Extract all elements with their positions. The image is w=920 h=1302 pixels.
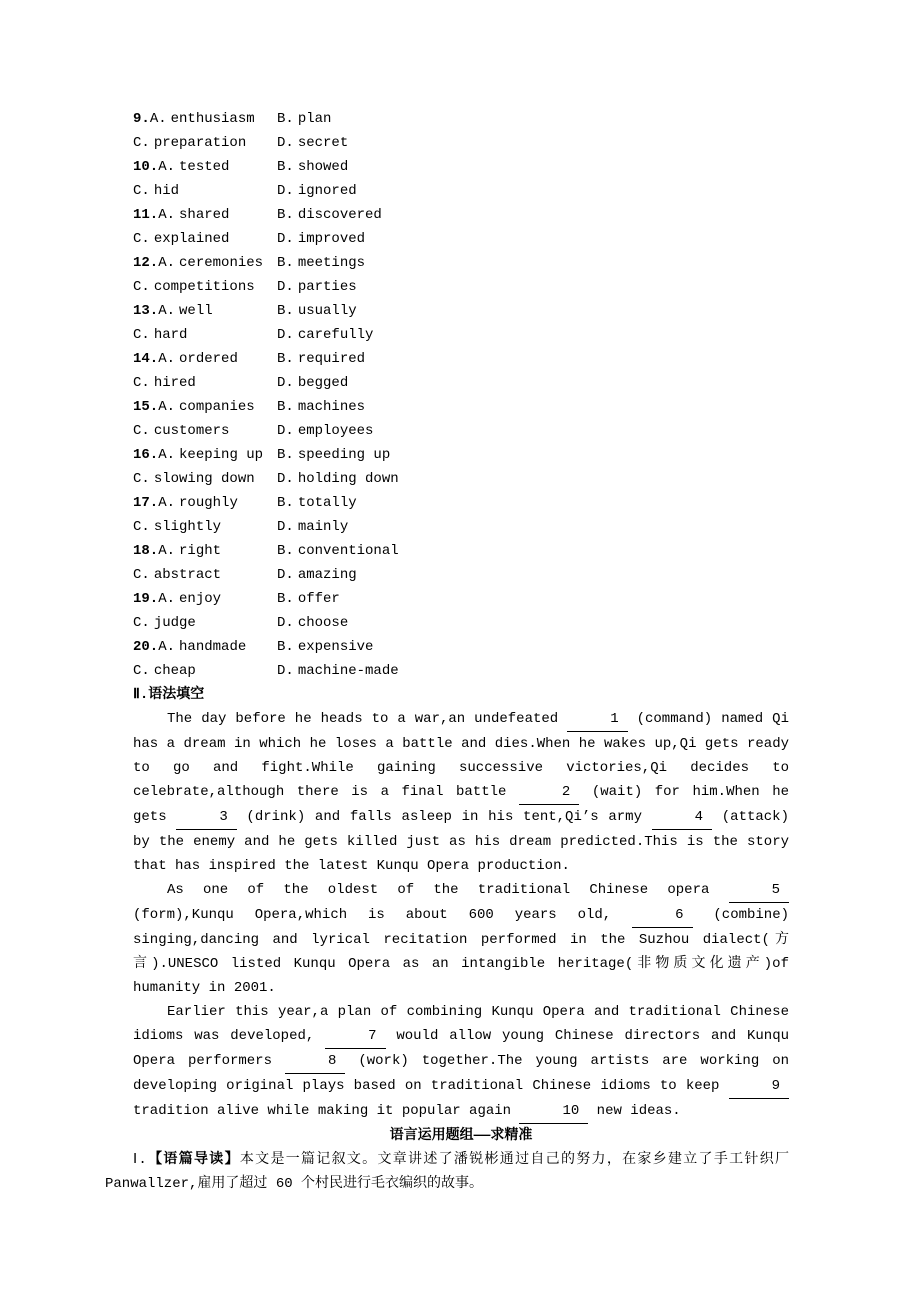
option-cell — [133, 179, 277, 203]
question-number: 11. — [133, 207, 159, 223]
question-number: 15. — [133, 399, 159, 415]
option-letter: C. — [133, 279, 150, 295]
option-cell — [133, 659, 277, 683]
option-cell — [133, 347, 277, 371]
option-text: right — [179, 543, 222, 559]
option-text: machine-made — [297, 663, 399, 679]
option-cell — [277, 635, 789, 659]
option-cell — [133, 611, 277, 635]
fill-blank-10: 10 — [519, 1099, 588, 1124]
option-letter: D. — [277, 663, 294, 679]
passage-paragraph: As one of the oldest of the traditional Chinese opera 5 (form),Kunqu Opera,which is about 600 years old, 6 (combine) singing,dancing and lyrical recitation performed in the Suzhou dialect(方言).UNESCO listed Kunqu Opera as an intangible heritage(非物质文化遗产)of humanity in 2001. — [133, 878, 789, 1000]
option-letter: C. — [133, 231, 150, 247]
option-cell — [133, 443, 277, 467]
option-cell — [277, 275, 789, 299]
cloze-option-row — [133, 131, 789, 155]
question-number: 19. — [133, 591, 159, 607]
option-cell — [133, 323, 277, 347]
option-letter: A. — [158, 255, 176, 271]
option-cell — [133, 251, 277, 275]
option-text: explained — [153, 231, 230, 247]
option-cell — [133, 395, 277, 419]
option-cell — [133, 467, 277, 491]
option-letter: A. — [158, 303, 176, 319]
fill-blank-3: 3 — [176, 805, 236, 830]
option-cell — [277, 251, 789, 275]
question-number: 10. — [133, 159, 159, 175]
option-cell — [277, 491, 789, 515]
option-text: well — [179, 303, 213, 319]
option-cell — [133, 587, 277, 611]
option-cell — [277, 659, 789, 683]
option-text: shared — [179, 207, 230, 223]
option-cell — [133, 371, 277, 395]
option-text: preparation — [153, 135, 247, 151]
exercise-group-title: 语言运用题组——求精准 — [389, 1128, 533, 1144]
option-text: totally — [297, 495, 357, 511]
passage-paragraph: Earlier this year,a plan of combining Kunqu Opera and traditional Chinese idioms was developed, 7 would allow young Chinese directors and Kunqu Opera performers 8 (work) together.The young artists are working on developing original plays based on traditional Chinese idioms to keep 9 tradition alive while making it popular again 10 new ideas. — [133, 1000, 789, 1124]
option-letter: D. — [277, 135, 294, 151]
option-letter: B. — [277, 399, 294, 415]
fill-blank-1: 1 — [567, 707, 627, 732]
option-text: required — [297, 351, 366, 367]
option-letter: D. — [277, 615, 294, 631]
option-text: tested — [179, 159, 230, 175]
option-text: offer — [297, 591, 340, 607]
option-text: enjoy — [179, 591, 222, 607]
option-letter: A. — [158, 543, 176, 559]
grammar-passage — [133, 707, 789, 1124]
cloze-option-row — [133, 107, 789, 131]
option-text: companies — [179, 399, 255, 415]
option-text: expensive — [297, 639, 374, 655]
option-cell — [133, 491, 277, 515]
cloze-option-row — [133, 611, 789, 635]
question-number: 14. — [133, 351, 159, 367]
cloze-option-row — [133, 251, 789, 275]
option-letter: A. — [158, 447, 176, 463]
intro-prefix: Ⅰ. — [133, 1152, 147, 1168]
option-cell — [277, 611, 789, 635]
cloze-option-row — [133, 347, 789, 371]
option-cell — [277, 299, 789, 323]
option-letter: A. — [149, 111, 167, 127]
option-letter: D. — [277, 375, 294, 391]
option-cell — [277, 467, 789, 491]
option-text: cheap — [153, 663, 196, 679]
option-letter: B. — [277, 543, 294, 559]
option-cell — [133, 299, 277, 323]
option-cell — [133, 419, 277, 443]
option-cell — [277, 443, 789, 467]
option-letter: D. — [277, 423, 294, 439]
option-letter: A. — [158, 351, 176, 367]
cloze-option-row — [133, 299, 789, 323]
question-number: 18. — [133, 543, 159, 559]
cloze-option-row — [133, 467, 789, 491]
option-letter: A. — [158, 495, 176, 511]
cloze-option-row — [133, 443, 789, 467]
option-cell — [277, 107, 789, 131]
cloze-option-row — [133, 563, 789, 587]
fill-blank-6: 6 — [632, 903, 692, 928]
option-cell — [133, 155, 277, 179]
option-letter: C. — [133, 423, 150, 439]
fill-blank-2: 2 — [519, 780, 579, 805]
option-letter: C. — [133, 567, 150, 583]
option-letter: D. — [277, 231, 294, 247]
option-text: ignored — [297, 183, 357, 199]
option-text: amazing — [297, 567, 357, 583]
fill-blank-8: 8 — [285, 1049, 345, 1074]
cloze-option-row — [133, 539, 789, 563]
option-letter: D. — [277, 327, 294, 343]
option-letter: A. — [158, 591, 176, 607]
option-letter: B. — [277, 639, 294, 655]
cloze-option-row — [133, 155, 789, 179]
option-text: ceremonies — [179, 255, 264, 271]
cloze-option-row — [133, 395, 789, 419]
option-text: speeding up — [297, 447, 391, 463]
option-cell — [133, 563, 277, 587]
option-text: begged — [297, 375, 349, 391]
option-cell — [133, 275, 277, 299]
cloze-option-row — [133, 323, 789, 347]
option-text: customers — [153, 423, 230, 439]
option-letter: C. — [133, 519, 150, 535]
fill-blank-5: 5 — [729, 878, 789, 903]
option-letter: C. — [133, 327, 150, 343]
option-text: parties — [297, 279, 357, 295]
option-letter: D. — [277, 471, 294, 487]
option-cell — [277, 203, 789, 227]
option-letter: D. — [277, 519, 294, 535]
option-text: abstract — [153, 567, 222, 583]
option-letter: A. — [158, 159, 176, 175]
question-number: 16. — [133, 447, 159, 463]
option-text: discovered — [297, 207, 382, 223]
cloze-option-row — [133, 275, 789, 299]
option-letter: B. — [277, 159, 294, 175]
cloze-option-row — [133, 371, 789, 395]
passage-paragraph: The day before he heads to a war,an undefeated 1 (command) named Qi has a dream in which he loses a battle and dies.When he wakes up,Qi gets ready to go and fight.While gaining successive victories,Qi decides to celebrate,although there is a final battle 2 (wait) for him.When he gets 3 (drink) and falls asleep in his tent,Qi’s army 4 (attack) by the enemy and he gets killed just as his dream predicted.This is the story that has inspired the latest Kunqu Opera production. — [133, 707, 789, 878]
cloze-option-row — [133, 419, 789, 443]
option-cell — [277, 563, 789, 587]
option-cell — [133, 227, 277, 251]
option-letter: D. — [277, 279, 294, 295]
option-cell — [133, 107, 277, 131]
cloze-option-row — [133, 635, 789, 659]
option-letter: C. — [133, 183, 150, 199]
intro-text: 本文是一篇记叙文。文章讲述了潘锐彬通过自己的努力，在家乡建立了手工针织厂 Panwallzer,雇用了超过 60 个村民进行毛衣编织的故事。 — [105, 1152, 790, 1192]
option-letter: C. — [133, 663, 150, 679]
option-text: machines — [297, 399, 366, 415]
option-cell — [133, 539, 277, 563]
option-text: hired — [153, 375, 196, 391]
option-cell — [277, 539, 789, 563]
intro-label: 【语篇导读】 — [146, 1152, 240, 1168]
option-letter: B. — [277, 495, 294, 511]
option-cell — [277, 587, 789, 611]
option-letter: B. — [277, 303, 294, 319]
option-cell — [277, 395, 789, 419]
option-text: enthusiasm — [170, 111, 255, 127]
option-letter: A. — [158, 207, 176, 223]
option-letter: C. — [133, 135, 150, 151]
option-text: slightly — [153, 519, 222, 535]
option-letter: D. — [277, 183, 294, 199]
option-cell — [277, 323, 789, 347]
cloze-option-row — [133, 227, 789, 251]
cloze-option-row — [133, 491, 789, 515]
option-text: showed — [297, 159, 349, 175]
question-number: 13. — [133, 303, 159, 319]
option-letter: B. — [277, 207, 294, 223]
option-text: mainly — [297, 519, 349, 535]
option-text: hard — [153, 327, 188, 343]
option-text: slowing down — [153, 471, 255, 487]
option-letter: C. — [133, 375, 150, 391]
option-text: employees — [297, 423, 374, 439]
option-cell — [133, 635, 277, 659]
option-cell — [133, 203, 277, 227]
option-letter: B. — [277, 351, 294, 367]
option-text: judge — [153, 615, 196, 631]
option-cell — [277, 131, 789, 155]
fill-blank-4: 4 — [652, 805, 712, 830]
option-text: competitions — [153, 279, 255, 295]
option-letter: B. — [277, 111, 294, 127]
cloze-option-row — [133, 515, 789, 539]
fill-blank-9: 9 — [729, 1074, 789, 1099]
option-text: hid — [153, 183, 180, 199]
cloze-option-row — [133, 203, 789, 227]
option-cell — [277, 371, 789, 395]
option-text: handmade — [179, 639, 247, 655]
option-cell — [133, 131, 277, 155]
option-cell — [133, 515, 277, 539]
cloze-option-row — [133, 659, 789, 683]
cloze-option-row — [133, 587, 789, 611]
option-cell — [277, 347, 789, 371]
option-text: conventional — [297, 543, 399, 559]
question-number: 17. — [133, 495, 159, 511]
option-text: carefully — [297, 327, 374, 343]
section-title-grammar: Ⅱ.语法填空 — [133, 687, 205, 703]
option-cell — [277, 419, 789, 443]
option-letter: D. — [277, 567, 294, 583]
option-letter: B. — [277, 591, 294, 607]
question-number: 12. — [133, 255, 159, 271]
question-number: 20. — [133, 639, 159, 655]
cloze-options-list — [133, 107, 789, 683]
option-cell — [277, 227, 789, 251]
option-letter: A. — [158, 399, 176, 415]
option-text: keeping up — [179, 447, 264, 463]
option-cell — [277, 155, 789, 179]
option-text: meetings — [297, 255, 366, 271]
option-letter: B. — [277, 447, 294, 463]
option-text: improved — [297, 231, 366, 247]
option-text: secret — [297, 135, 349, 151]
question-number: 9. — [133, 111, 150, 127]
passage-intro — [105, 1148, 789, 1196]
cloze-option-row — [133, 179, 789, 203]
option-cell — [277, 515, 789, 539]
option-letter: C. — [133, 615, 150, 631]
option-text: holding down — [297, 471, 399, 487]
option-letter: B. — [277, 255, 294, 271]
option-letter: C. — [133, 471, 150, 487]
option-text: roughly — [179, 495, 238, 511]
option-text: plan — [297, 111, 332, 127]
option-cell — [277, 179, 789, 203]
option-letter: A. — [158, 639, 176, 655]
option-text: usually — [297, 303, 357, 319]
option-text: choose — [297, 615, 349, 631]
option-text: ordered — [179, 351, 238, 367]
fill-blank-7: 7 — [325, 1024, 385, 1049]
